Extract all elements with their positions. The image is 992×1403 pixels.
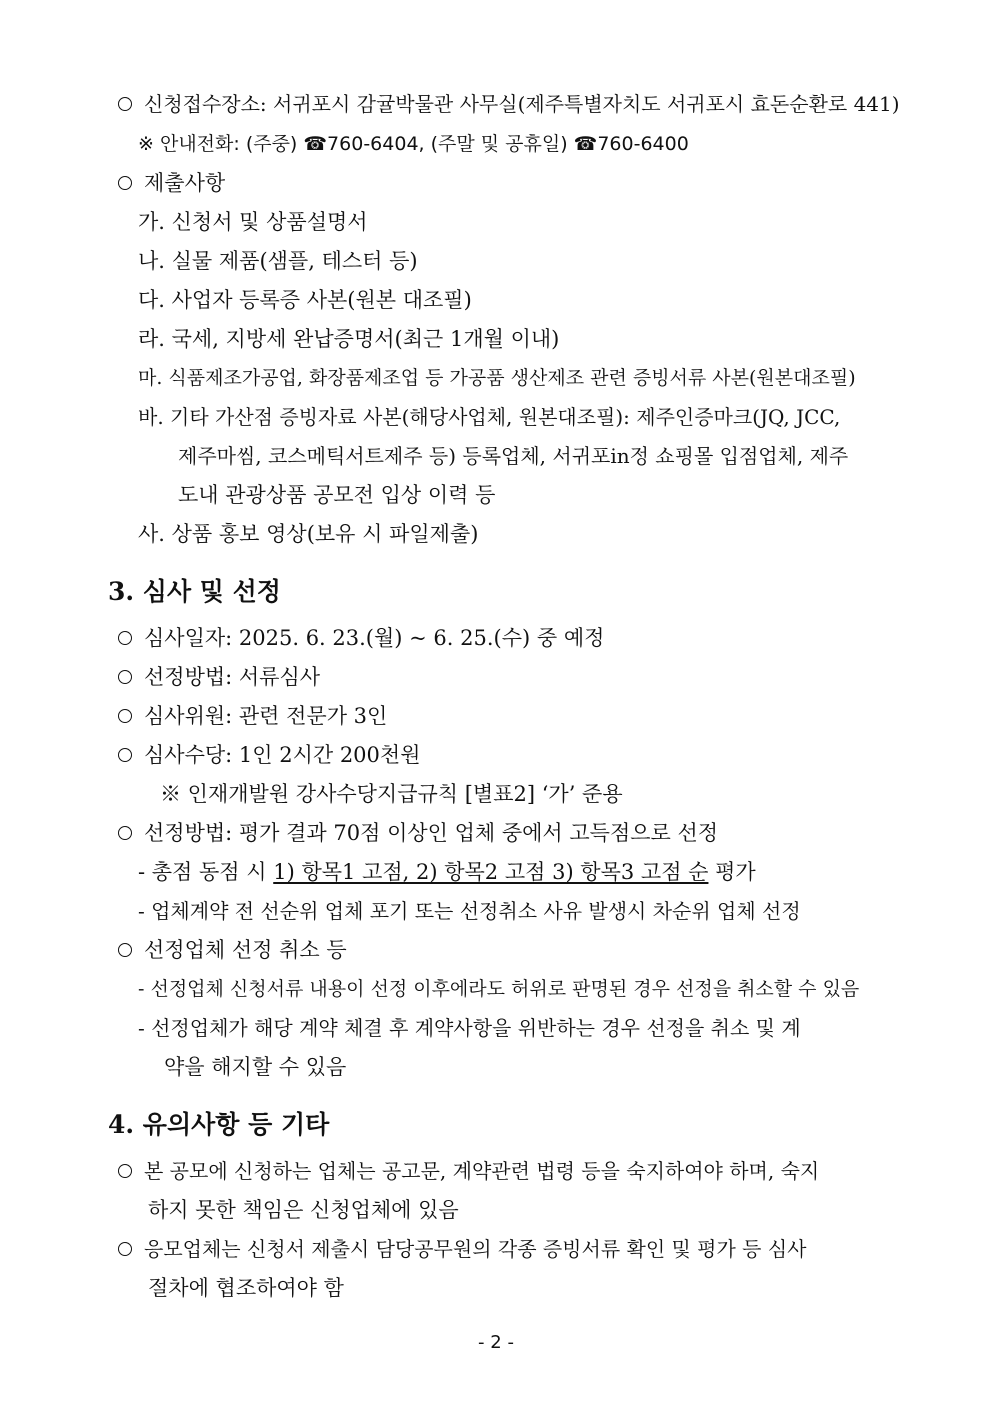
- section4-title: 4. 유의사항 등 기타: [108, 1110, 330, 1139]
- notice-item-2-cont: 절차에 협조하여야 함: [148, 1276, 344, 1300]
- review-method-item: [118, 663, 320, 691]
- circle-bullet-icon: [118, 1164, 132, 1178]
- cancel-title-item: [118, 936, 347, 964]
- circle-bullet-icon: [118, 97, 132, 111]
- submit-item-cont: 제주마씸, 코스메틱서트제주 등) 등록업체, 서귀포in정 쇼핑몰 입점업체, 제주: [178, 444, 849, 468]
- allowance-text: 심사수당: 1인 2시간 200천원: [144, 743, 421, 767]
- circle-bullet-icon: [118, 826, 132, 840]
- review-date-text: 심사일자: 2025. 6. 23.(월) ~ 6. 25.(수) 중 예정: [144, 626, 605, 650]
- circle-bullet-icon: [118, 943, 132, 957]
- submit-title-text: 제출사항: [144, 171, 226, 195]
- notice-2-text: 응모업체는 신청서 제출시 담당공무원의 각종 증빙서류 확인 및 평가 등 심사: [144, 1237, 807, 1261]
- submit-item-cont: 도내 관광상품 공모전 입상 이력 등: [178, 483, 496, 507]
- allowance-item: [118, 741, 420, 769]
- submit-item: 바. 기타 가산점 증빙자료 사본(해당사업체, 원본대조필): 제주인증마크(JQ, JCC,: [138, 405, 841, 429]
- place-item: [118, 90, 900, 118]
- tie-prefix: - 총점 동점 시: [138, 860, 274, 884]
- notice-1-text: 본 공모에 신청하는 업체는 공고문, 계약관련 법령 등을 숙지하여야 하며, 숙지: [144, 1159, 820, 1183]
- circle-bullet-icon: [118, 670, 132, 684]
- review-date-item: [118, 624, 604, 652]
- section3-title: 3. 심사 및 선정: [108, 577, 281, 606]
- circle-bullet-icon: [118, 631, 132, 645]
- submit-item: 라. 국세, 지방세 완납증명서(최근 1개월 이내): [138, 327, 560, 351]
- tie-criteria: 1) 항목1 고점, 2) 항목2 고점 3) 항목3 고점 순: [273, 860, 709, 884]
- cancel-rule-2: - 선정업체가 해당 계약 체결 후 계약사항을 위반하는 경우 선정을 취소 및 계: [138, 1016, 801, 1040]
- submit-item: 다. 사업자 등록증 사본(원본 대조필): [138, 288, 472, 312]
- place-text: 신청접수장소: 서귀포시 감귤박물관 사무실(제주특별자치도 서귀포시 효돈순환로 441): [144, 92, 900, 116]
- submit-item: 나. 실물 제품(샘플, 테스터 등): [138, 249, 418, 273]
- submit-item: 마. 식품제조가공업, 화장품제조업 등 가공품 생산제조 관련 증빙서류 사본(원본대조필): [138, 367, 856, 389]
- circle-bullet-icon: [118, 709, 132, 723]
- circle-bullet-icon: [118, 1242, 132, 1256]
- allowance-note: ※ 인재개발원 강사수당지급규칙 [별표2] ‘가’ 준용: [160, 782, 623, 806]
- tie-suffix: 평가: [708, 860, 756, 884]
- tie-rule: [138, 858, 756, 886]
- notice-item-2: [118, 1235, 807, 1263]
- notice-item-1: [118, 1157, 819, 1185]
- notice-item-1-cont: 하지 못한 책임은 신청업체에 있음: [148, 1198, 459, 1222]
- submit-title: [118, 169, 225, 197]
- circle-bullet-icon: [118, 176, 132, 190]
- selection-method-item: [118, 819, 718, 847]
- cancel-rule-1: - 선정업체 신청서류 내용이 선정 이후에라도 허위로 판명된 경우 선정을 취소할 수 있음: [138, 978, 860, 1000]
- selection-method-text: 선정방법: 평가 결과 70점 이상인 업체 중에서 고득점으로 선정: [144, 821, 719, 845]
- page-number: - 2 -: [478, 1332, 514, 1353]
- submit-item: 가. 신청서 및 상품설명서: [138, 210, 368, 234]
- next-rank-rule: - 업체계약 전 선순위 업체 포기 또는 선정취소 사유 발생시 차순위 업체 선정: [138, 899, 801, 923]
- review-method-text: 선정방법: 서류심사: [144, 665, 321, 689]
- reviewers-text: 심사위원: 관련 전문가 3인: [144, 704, 388, 728]
- submit-item: 사. 상품 홍보 영상(보유 시 파일제출): [138, 522, 479, 546]
- circle-bullet-icon: [118, 748, 132, 762]
- cancel-title-text: 선정업체 선정 취소 등: [144, 938, 347, 962]
- cancel-rule-2-cont: 약을 해지할 수 있음: [164, 1055, 347, 1079]
- phone-note: ※ 안내전화: (주중) ☎760-6404, (주말 및 공휴일) ☎760-6400: [138, 133, 689, 155]
- reviewers-item: [118, 702, 387, 730]
